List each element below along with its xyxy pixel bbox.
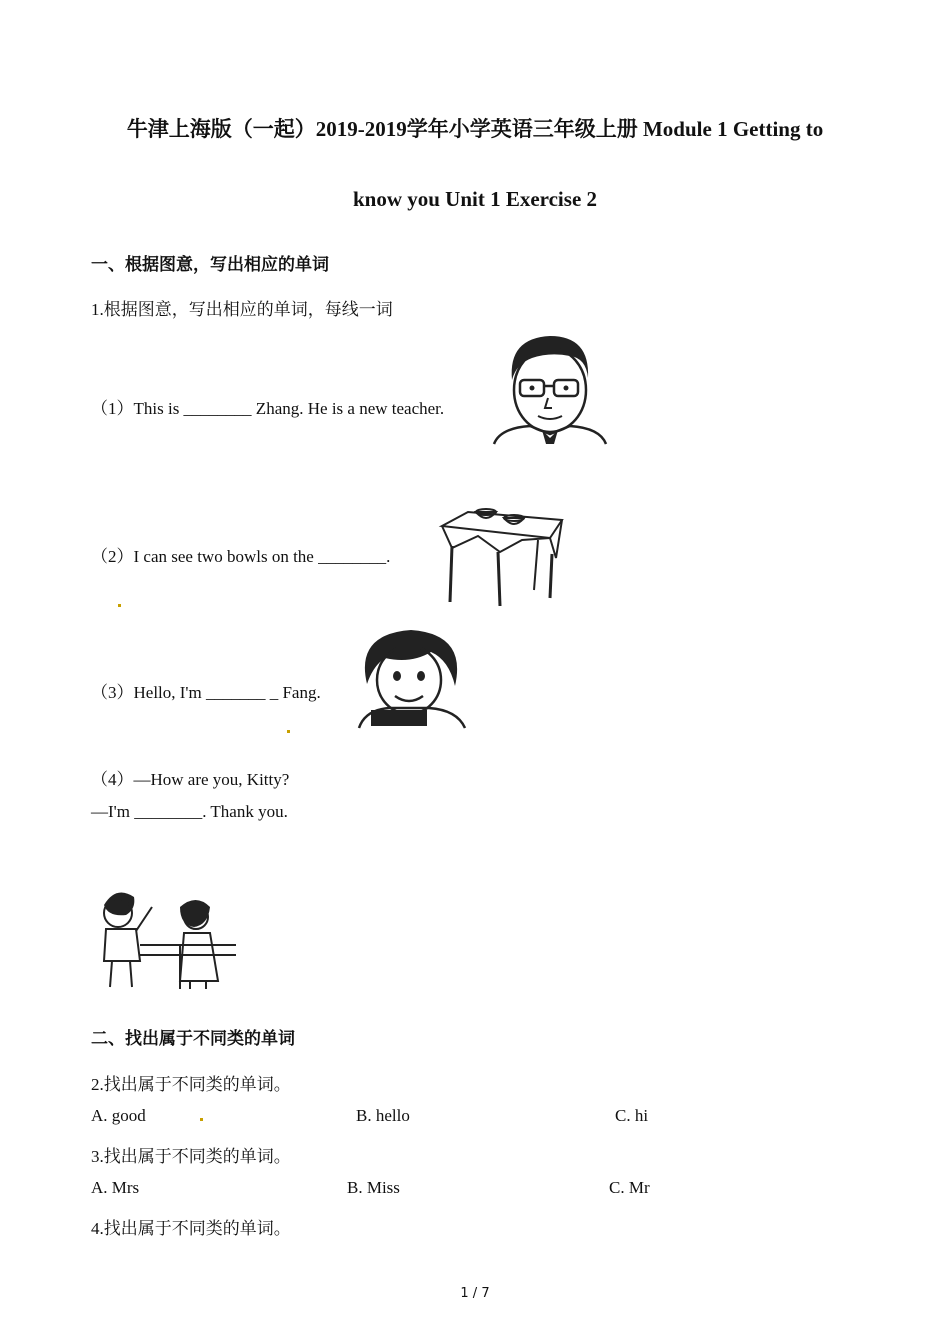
- question-2-option-c: C. hi: [615, 1106, 649, 1125]
- section-2-heading: 二、找出属于不同类的单词: [91, 1029, 295, 1048]
- item-3: （3）Hello, I'm _______ _ Fang.: [91, 683, 321, 702]
- kids-greeting-illustration: [96, 885, 236, 991]
- section-1-heading: 一、根据图意，写出相应的单词: [91, 255, 329, 274]
- question-2-option-a: A. good: [91, 1106, 146, 1125]
- question-3-option-b: B. Miss: [347, 1178, 400, 1197]
- item-1: （1）This is ________ Zhang. He is a new teacher.: [91, 399, 445, 418]
- question-2-option-b: B. hello: [356, 1106, 410, 1125]
- item-4-answer: —I'm ________. Thank you.: [91, 802, 288, 821]
- scan-dot: [200, 1118, 203, 1121]
- question-4-prompt: 4.找出属于不同类的单词。: [91, 1219, 291, 1238]
- title-line-1: 牛津上海版（一起）2019-2019学年小学英语三年级上册 Module 1 Getting to: [126, 117, 824, 141]
- question-3-option-a: A. Mrs: [91, 1178, 140, 1197]
- item-4-question: （4）—How are you, Kitty?: [91, 770, 290, 789]
- question-3-option-c: C. Mr: [609, 1178, 650, 1197]
- scan-dot: [118, 604, 121, 607]
- item-2: （2）I can see two bowls on the ________.: [91, 547, 391, 566]
- question-1-prompt: 1.根据图意，写出相应的单词，每线一词: [91, 300, 393, 319]
- table-with-bowls-illustration: [438, 498, 578, 608]
- teacher-illustration: [490, 328, 610, 446]
- question-3-prompt: 3.找出属于不同类的单词。: [91, 1147, 291, 1166]
- question-2-prompt: 2.找出属于不同类的单词。: [91, 1075, 291, 1094]
- page-number: 1 / 7: [460, 1286, 490, 1301]
- scan-dot: [287, 730, 290, 733]
- girl-illustration: [345, 624, 475, 730]
- title-line-2: know you Unit 1 Exercise 2: [352, 187, 598, 211]
